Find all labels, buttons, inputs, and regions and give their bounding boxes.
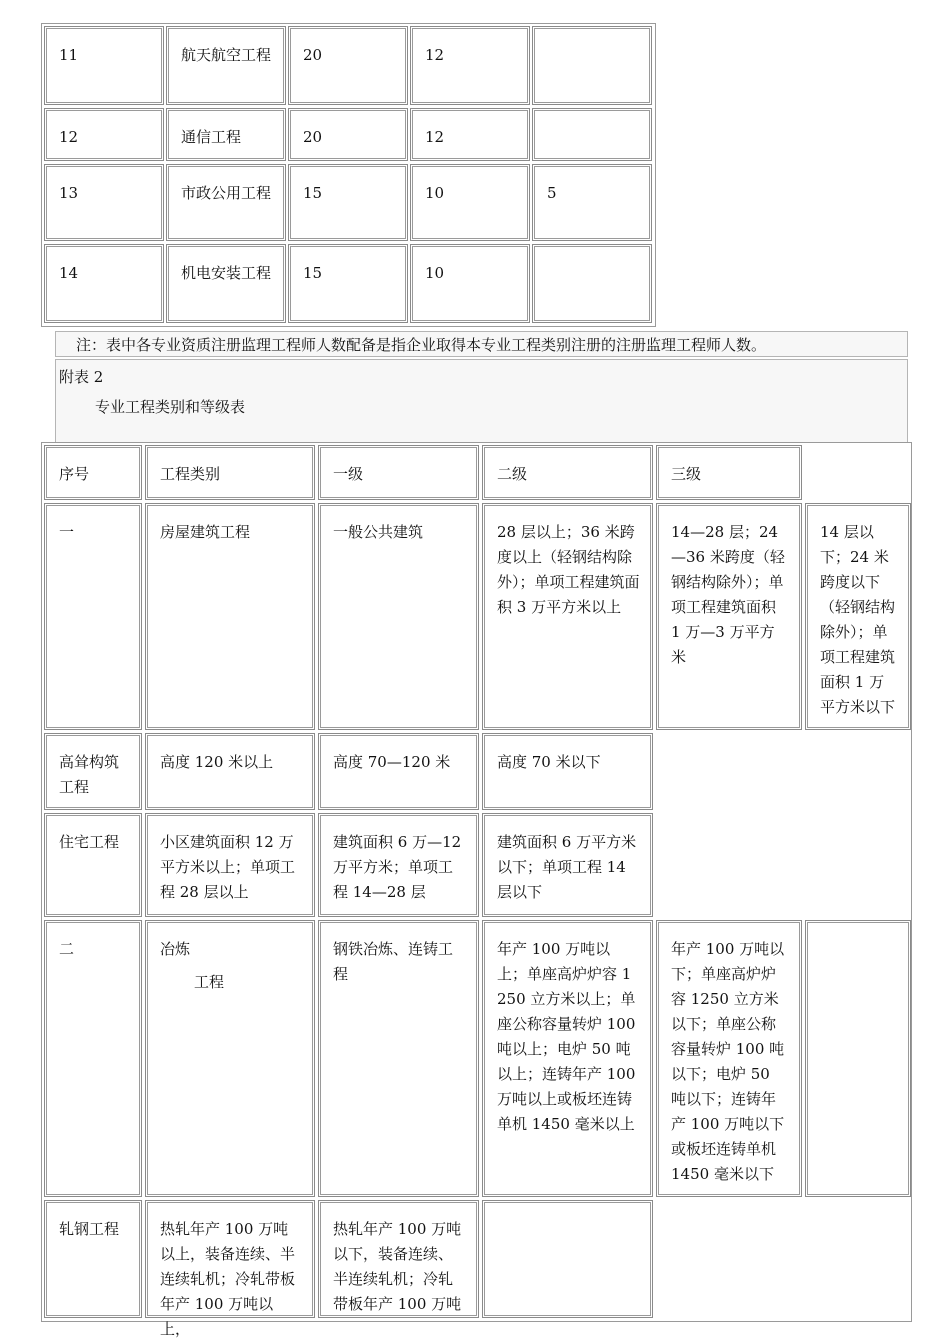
table-cell: 12 — [410, 26, 530, 105]
table-cell: 建筑面积 6 万—12 万平方米；单项工程 14—28 层 — [318, 813, 479, 917]
table-cell: 10 — [410, 164, 530, 241]
table-note-text: 注：表中各专业资质注册监理工程师人数配备是指企业取得本专业工程类别注册的注册监理工程师人数。 — [76, 336, 767, 354]
table-cell: 机电安装工程 — [166, 244, 286, 323]
table-cell: 通信工程 — [166, 108, 286, 161]
appendix-title: 专业工程类别和等级表 — [95, 398, 246, 416]
appendix-label: 附表 2 — [59, 368, 104, 386]
table-cell: 10 — [410, 244, 530, 323]
table-cell: 12 — [410, 108, 530, 161]
table-cell: 14—28 层；24—36 米跨度（轻钢结构除外）；单项工程建筑面积 1 万—3 万平方米 — [656, 503, 802, 730]
header-cell-grade-2: 二级 — [482, 445, 653, 500]
table-cell — [532, 26, 652, 105]
table-cell: 高度 70 米以下 — [482, 733, 653, 810]
table-cell: 20 — [288, 26, 408, 105]
table-note — [55, 331, 908, 357]
table-cell: 住宅工程 — [44, 813, 142, 917]
table-cell: 11 — [44, 26, 164, 105]
table-cell — [145, 920, 315, 1197]
table-cell: 15 — [288, 164, 408, 241]
table-cell: 市政公用工程 — [166, 164, 286, 241]
table-cell: 高度 70—120 米 — [318, 733, 479, 810]
header-cell-grade-3: 三级 — [656, 445, 802, 500]
table-cell: 5 — [532, 164, 652, 241]
table-cell: 轧钢工程 — [44, 1200, 142, 1318]
table-cell: 年产 100 万吨以上；单座高炉炉容 1250 立方米以上；单座公称容量转炉 100 吨以上；电炉 50 吨以上；连铸年产 100 万吨以上或板坯连铸单机 1450 毫米以上 — [482, 920, 653, 1197]
table-cell: 热轧年产 100 万吨以上，装备连续、半连续轧机；冷轧带板年产 100 万吨以上， — [145, 1200, 315, 1318]
table-cell: 航天航空工程 — [166, 26, 286, 105]
table-cell: 12 — [44, 108, 164, 161]
table-cell — [482, 1200, 653, 1318]
category-name: 冶炼 — [160, 940, 191, 958]
table-cell: 房屋建筑工程 — [145, 503, 315, 730]
table-cell — [805, 920, 911, 1197]
table-cell: 建筑面积 6 万平方米以下；单项工程 14 层以下 — [482, 813, 653, 917]
table-cell: 二 — [44, 920, 142, 1197]
table-cell — [532, 244, 652, 323]
table-cell: 小区建筑面积 12 万平方米以上；单项工程 28 层以上 — [145, 813, 315, 917]
header-cell-grade-1: 一级 — [318, 445, 479, 500]
table-cell: 一 — [44, 503, 142, 730]
header-cell-index: 序号 — [44, 445, 142, 500]
table-cell: 20 — [288, 108, 408, 161]
table-cell: 13 — [44, 164, 164, 241]
table-cell: 高耸构筑工程 — [44, 733, 142, 810]
table-cell: 14 — [44, 244, 164, 323]
table-cell: 高度 120 米以上 — [145, 733, 315, 810]
header-cell-category: 工程类别 — [145, 445, 315, 500]
table-cell: 14 层以下；24 米跨度以下（轻钢结构除外）；单项工程建筑面积 1 万平方米以下 — [805, 503, 911, 730]
appendix-header — [55, 359, 908, 443]
category-name-suffix: 工程 — [194, 973, 225, 991]
table-cell: 钢铁冶炼、连铸工程 — [318, 920, 479, 1197]
table-cell: 28 层以上；36 米跨度以上（轻钢结构除外）；单项工程建筑面积 3 万平方米以上 — [482, 503, 653, 730]
table-cell — [532, 108, 652, 161]
table-cell: 年产 100 万吨以下；单座高炉炉容 1250 立方米以下；单座公称容量转炉 100 吨以下；电炉 50 吨以下；连铸年产 100 万吨以下或板坯连铸单机 1450 毫米以下 — [656, 920, 802, 1197]
table-cell: 15 — [288, 244, 408, 323]
table-cell: 热轧年产 100 万吨以下，装备连续、半连续轧机；冷轧带板年产 100 万吨 — [318, 1200, 479, 1318]
table-cell: 一般公共建筑 — [318, 503, 479, 730]
